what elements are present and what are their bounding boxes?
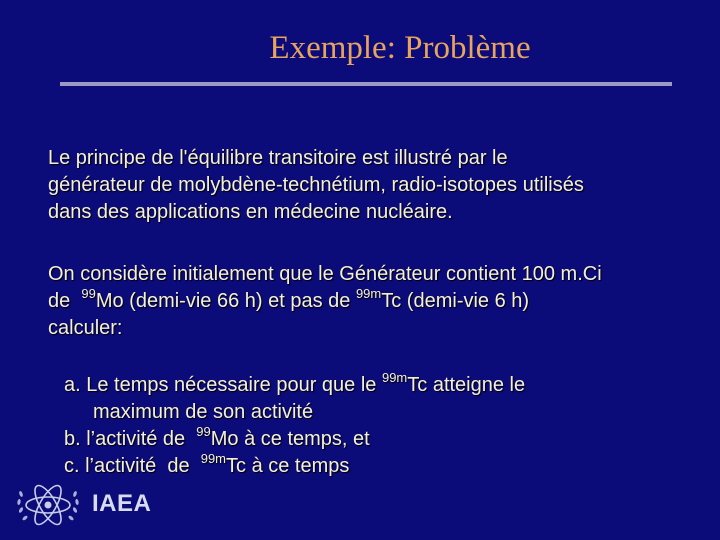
statement-line-1: On considère initialement que le Générateur contient 100 m.Ci	[48, 263, 602, 285]
tc-mass-number: 99m	[355, 286, 382, 301]
question-a	[64, 372, 720, 399]
question-a-continuation: maximum de son activité	[93, 401, 314, 423]
mo-mass-number: 99	[81, 286, 96, 301]
question-b-tail: Mo à ce temps, et	[210, 428, 370, 450]
statement-mo-text: Mo (demi-vie 66 h) et pas de	[95, 290, 356, 312]
question-c	[64, 453, 720, 480]
question-c-tail: Tc à ce temps	[226, 455, 350, 477]
question-a-mass: 99m	[381, 370, 408, 385]
intro-line-3: dans des applications en médecine nucléaire.	[48, 201, 453, 223]
intro-paragraph	[48, 145, 720, 226]
slide-title: Exemple: Problème	[269, 30, 531, 66]
intro-line-2: générateur de molybdène-technétium, radio-isotopes utilisés	[48, 174, 584, 196]
statement-line-2	[48, 288, 720, 315]
statement-line-3: calculer:	[48, 317, 123, 339]
title-divider	[60, 82, 672, 86]
question-b-text: b. l’activité de	[64, 428, 197, 450]
iaea-brand: IAEA	[92, 490, 152, 517]
question-c-text: c. l’activité de	[64, 455, 201, 477]
question-c-mass: 99m	[200, 451, 227, 466]
intro-line-1: Le principe de l'équilibre transitoire est illustré par le	[48, 147, 508, 169]
statement-prefix: de	[48, 290, 82, 312]
atom-olive-wreath-icon	[12, 476, 84, 534]
question-a-tail: Tc atteigne le	[407, 374, 526, 396]
question-b-mass: 99	[196, 424, 211, 439]
question-list	[64, 372, 720, 480]
question-a-text: a. Le temps nécessaire pour que le	[64, 374, 382, 396]
question-b	[64, 426, 720, 453]
statement-tc-text: Tc (demi-vie 6 h)	[381, 290, 530, 312]
problem-statement	[48, 261, 720, 342]
